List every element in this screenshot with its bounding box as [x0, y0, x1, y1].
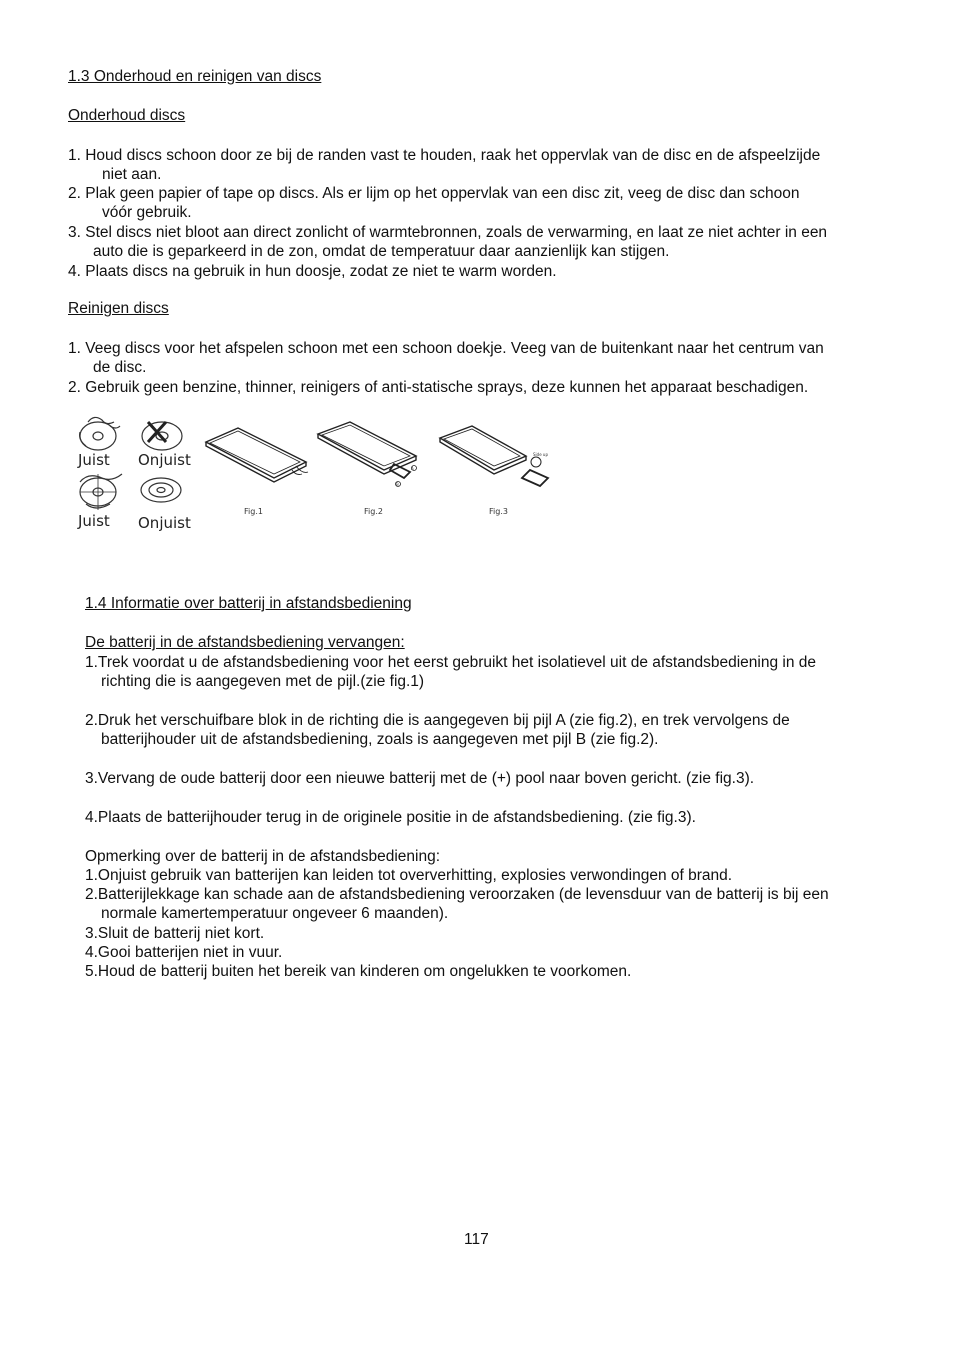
label-onjuist-2: Onjuist — [138, 514, 191, 532]
subheading-replace-battery: De batterij in de afstandsbediening vervangen: — [85, 634, 405, 651]
section-heading-1-3: 1.3 Onderhoud en reinigen van discs — [68, 68, 322, 85]
maintenance-item-2: 2. Plak geen papier of tape op discs. Als er lijm op het oppervlak van een disc zit, veeg de disc dan schoon vóór gebruik. — [68, 185, 800, 221]
remark-title: Opmerking over de batterij in de afstandsbediening: — [85, 848, 440, 865]
battery-step-1: 1.Trek voordat u de afstandsbediening voor het eerst gebruikt het isolatievel uit de afstandsbediening in de richting die is aangegeven met de pijl.(zie fig.1) — [85, 654, 816, 690]
disc-wipe-correct-icon — [80, 474, 122, 510]
marker-a: A — [411, 466, 414, 471]
fig2-caption: Fig.2 — [364, 507, 383, 516]
maintenance-item-3: 3. Stel discs niet bloot aan direct zonlicht of warmtebronnen, zoals de verwarming, en laat ze niet achter in een auto die is geparkeerd in de zon, omdat de temperatuur daar aanzienlijk kan stijgen. — [68, 224, 828, 260]
label-juist-2: Juist — [78, 512, 110, 530]
subheading-cleaning: Reinigen discs — [68, 300, 169, 317]
disc-and-battery-illustration — [70, 412, 560, 536]
remark-item-3: 3.Sluit de batterij niet kort. — [85, 925, 265, 942]
battery-step-2: 2.Druk het verschuifbare blok in de richting die is aangegeven bij pijl A (zie fig.2), en trek vervolgens de batterijhouder uit de afstandsbediening, zoals is aangegeven met pijl B (zie fig.2). — [85, 712, 790, 748]
remark-item-5: 5.Houd de batterij buiten het bereik van kinderen om ongelukken te voorkomen. — [85, 963, 632, 980]
remote-fig1-icon — [206, 428, 308, 482]
section-heading-1-4: 1.4 Informatie over batterij in afstandsbediening — [85, 595, 412, 612]
side-up-label: Side up — [533, 452, 548, 457]
cleaning-item-2: 2. Gebruik geen benzine, thinner, reinigers of anti-statische sprays, deze kunnen het apparaat beschadigen. — [68, 379, 809, 396]
maintenance-item-1: 1. Houd discs schoon door ze bij de randen vast te houden, raak het oppervlak van de disc en de afspeelzijde niet aan. — [68, 147, 821, 183]
maintenance-item-4: 4. Plaats discs na gebruik in hun doosje, zodat ze niet te warm worden. — [68, 263, 557, 280]
disc-wipe-wrong-icon — [141, 478, 181, 502]
fig3-caption: Fig.3 — [489, 507, 508, 516]
remote-fig3-icon — [440, 426, 548, 486]
disc-hand-wrong-icon — [142, 422, 182, 450]
battery-step-3: 3.Vervang de oude batterij door een nieuwe batterij met de (+) pool naar boven gericht. (zie fig.3). — [85, 770, 755, 787]
fig1-caption: Fig.1 — [244, 507, 263, 516]
disc-hand-correct-icon — [80, 417, 120, 450]
remark-item-2: 2.Batterijlekkage kan schade aan de afstandsbediening veroorzaken (de levensduur van de batterij is bij een normale kamertemperatuur ongeveer 6 maanden). — [85, 886, 829, 922]
page-number: 117 — [464, 1231, 489, 1248]
marker-b: B — [396, 482, 399, 487]
battery-step-4: 4.Plaats de batterijhouder terug in de originele positie in de afstandsbediening. (zie fig.3). — [85, 809, 696, 826]
remark-item-4: 4.Gooi batterijen niet in vuur. — [85, 944, 283, 961]
remote-fig2-icon — [318, 422, 417, 487]
label-onjuist-1: Onjuist — [138, 451, 191, 469]
cleaning-item-1: 1. Veeg discs voor het afspelen schoon met een schoon doekje. Veeg van de buitenkant naar het centrum van de disc. — [68, 340, 824, 376]
remark-item-1: 1.Onjuist gebruik van batterijen kan leiden tot oververhitting, explosies verwondingen of brand. — [85, 867, 733, 884]
label-juist-1: Juist — [78, 451, 110, 469]
subheading-maintenance: Onderhoud discs — [68, 107, 186, 124]
